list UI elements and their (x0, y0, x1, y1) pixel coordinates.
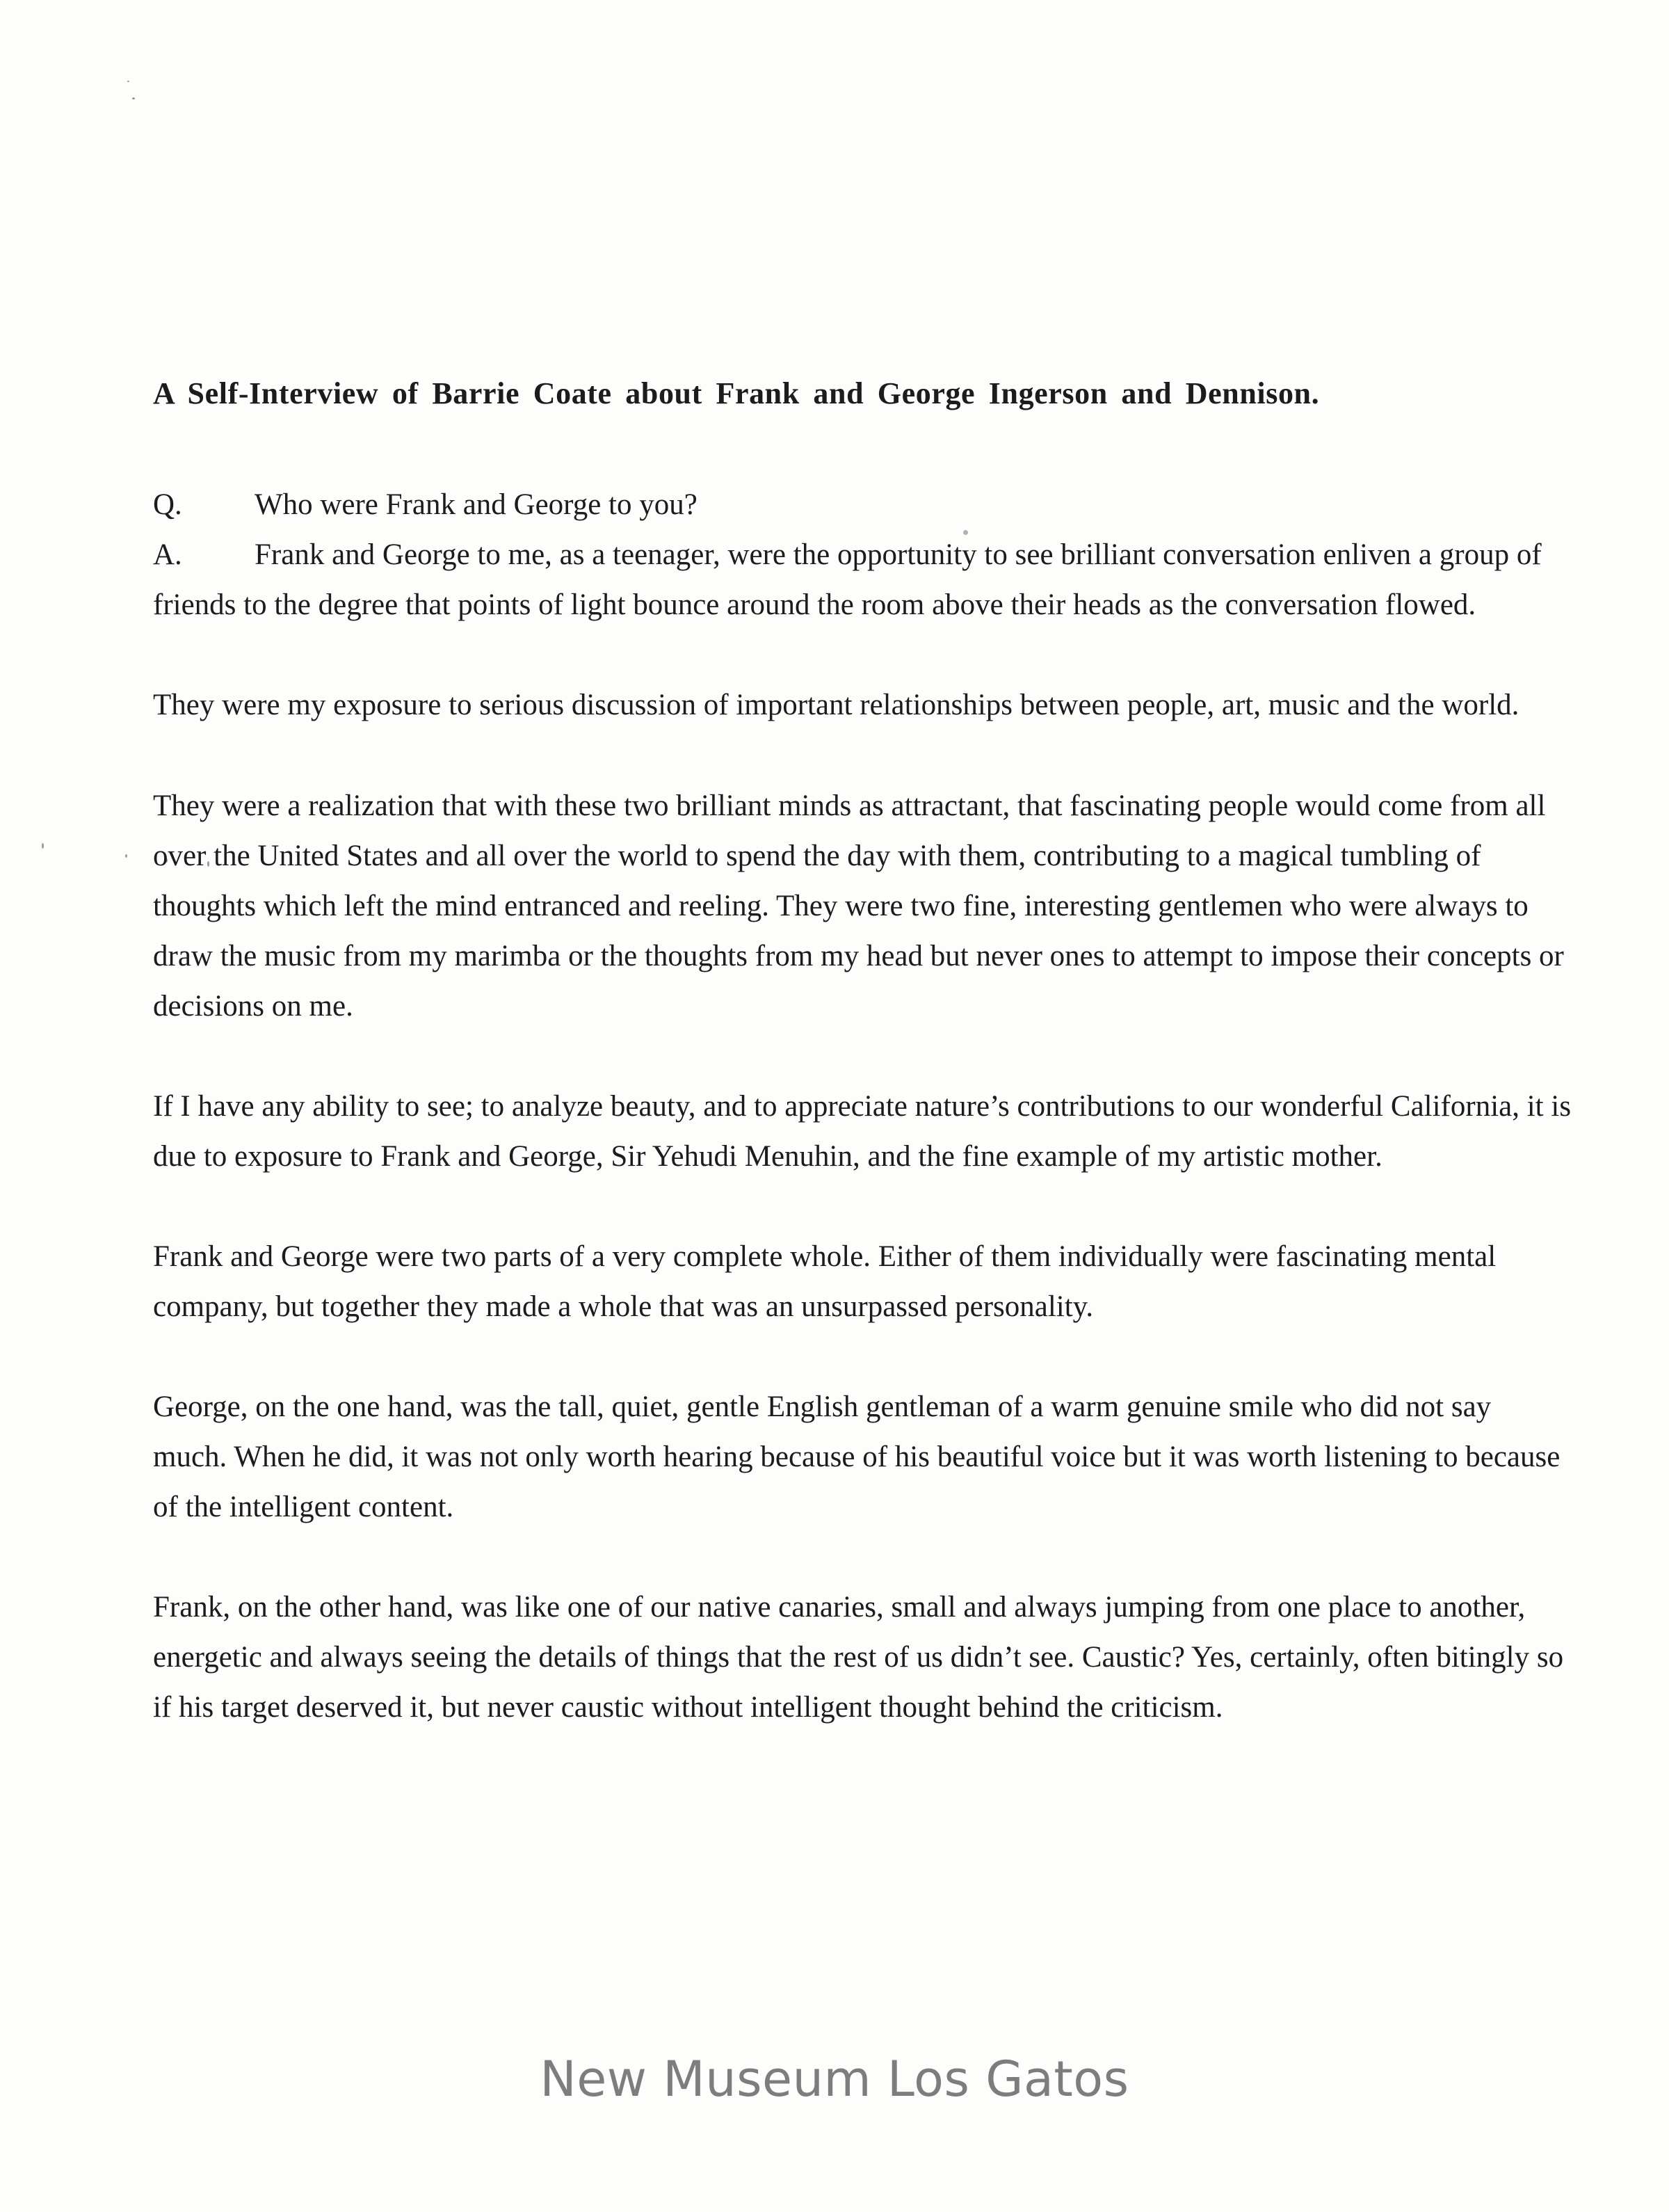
museum-watermark: New Museum Los Gatos (540, 2051, 1129, 2108)
document-title: A Self-Interview of Barrie Coate about Frank and George Ingerson and Dennison. (153, 376, 1320, 410)
paper-speck (42, 843, 44, 849)
question-label: Q. (153, 488, 182, 521)
answer-text: Frank and George to me, as a teenager, were the opportunity to see brilliant conversation enliven a group of friends to the degree that points of light bounce around the room above their heads as the conversation flowed. (153, 538, 1542, 621)
paragraph-ability-to-see: If I have any ability to see; to analyze beauty, and to appreciate nature’s contributions to our wonderful California, it is due to exposure to Frank and George, Sir Yehudi Menuhin, and the fine example of my artistic mother. (153, 1090, 1572, 1173)
question-line (153, 480, 1572, 530)
paragraph-george: George, on the one hand, was the tall, quiet, gentle English gentleman of a warm genuine smile who did not say much. When he did, it was not only worth hearing because of his beautiful voice but it was worth listening to because of the intelligent content. (153, 1390, 1561, 1523)
paragraph-complete-whole: Frank and George were two parts of a very complete whole. Either of them individually were fascinating mental company, but together they made a whole that was an unsurpassed personality. (153, 1240, 1497, 1323)
question-text: Who were Frank and George to you? (255, 488, 698, 521)
answer-paragraph (153, 530, 1572, 630)
paper-speck (132, 97, 135, 99)
answer-label: A. (153, 538, 182, 571)
paragraph-realization: They were a realization that with these two brilliant minds as attractant, that fascinating people would come from all over the United States and all over the world to spend the day with them, contributing to a magical tumbling of thoughts which left the mind entranced and reeling. They were two fine, interesting gentlemen who were always to draw the music from my marimba or the thoughts from my head but never ones to attempt to impose their concepts or decisions on me. (153, 790, 1564, 1023)
paper-speck (127, 81, 129, 82)
paragraph-frank: Frank, on the other hand, was like one of our native canaries, small and always jumping from one place to another, energetic and always seeing the details of things that the rest of us didn’t see. Caustic? Yes, certainly, often bitingly so if his target deserved it, but never caustic without intelligent thought behind the criticism. (153, 1591, 1564, 1724)
paper-speck (125, 854, 127, 858)
document-body (153, 480, 1572, 1733)
paragraph-exposure: They were my exposure to serious discussion of important relationships between people, art, music and the world. (153, 689, 1519, 721)
